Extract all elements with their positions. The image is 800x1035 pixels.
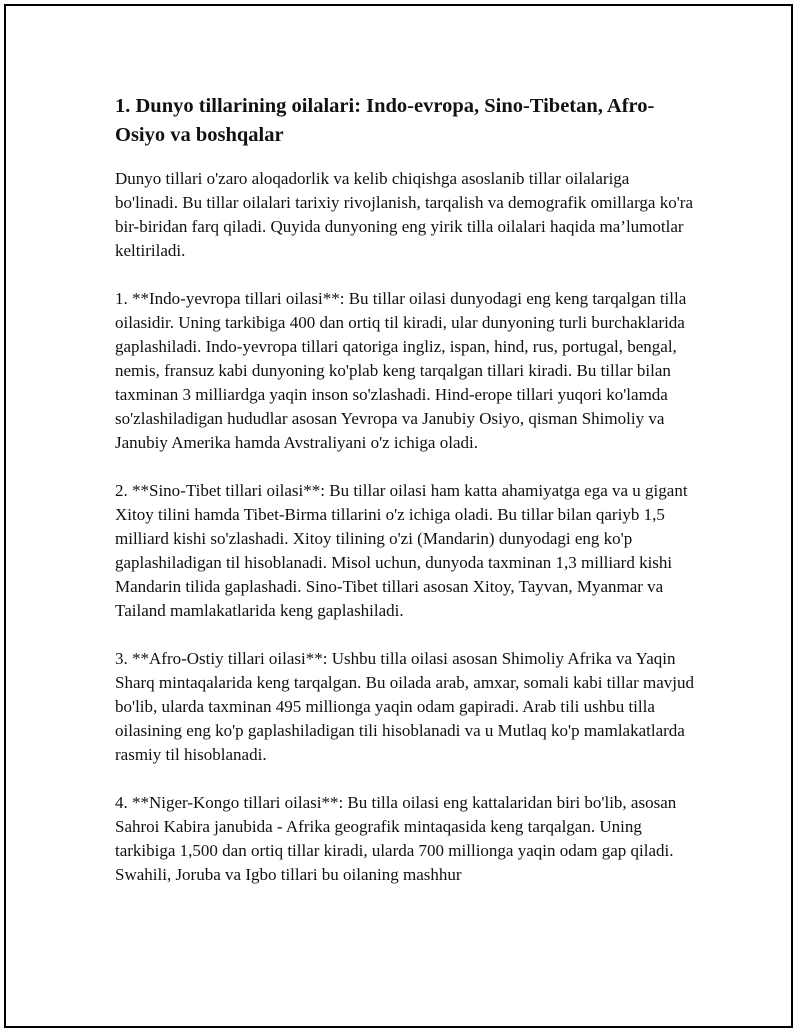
paragraph-afro-asiatic: 3. **Afro-Ostiy tillari oilasi**: Ushbu tilla oilasi asosan Shimoliy Afrika va Yaqin Sharq mintaqalarida keng tarqalgan. Bu oilada arab, amxar, somali kabi tillar mavjud bo'lib, ularda taxminan 495 millionga yaqin odam gapiradi. Arab tili ushbu tilla oilasining eng ko'p gaplashiladigan tili hisoblanadi va u Mutlaq ko'p mamlakatlarda rasmiy til hisoblanadi. <box>115 649 695 764</box>
document-body <box>115 92 695 911</box>
paragraph-sino-tibetan: 2. **Sino-Tibet tillari oilasi**: Bu tillar oilasi ham katta ahamiyatga ega va u gigant Xitoy tilini hamda Tibet-Birma tillarini o'z ichiga oladi. Bu tillar bilan qariyb 1,5 milliard kishi so'zlashadi. Xitoy tilining o'zi (Mandarin) dunyodagi eng ko'p gaplashiladigan til hisoblanadi. Misol uchun, dunyoda taxminan 1,3 milliard kishi Mandarin tilida gaplashadi. Sino-Tibet tillari asosan Xitoy, Tayvan, Myanmar va Tailand mamlakatlarida keng gaplashiladi. <box>115 481 688 620</box>
paragraph-niger-congo: 4. **Niger-Kongo tillari oilasi**: Bu tilla oilasi eng kattalaridan biri bo'lib, asosan Sahroi Kabira janubida - Afrika geografik mintaqasida keng tarqalgan. Uning tarkibiga 1,500 dan ortiq tillar kiradi, ularda 700 millionga yaqin odam gap qiladi. Swahili, Joruba va Igbo tillari bu oilaning mashhur <box>115 793 677 884</box>
intro-paragraph: Dunyo tillari o'zaro aloqadorlik va kelib chiqishga asoslanib tillar oilalariga bo'linadi. Bu tillar oilalari tarixiy rivojlanish, tarqalish va demografik omillarga ko'ra bir-biridan farq qiladi. Quyida dunyoning eng yirik tilla oilalari haqida ma’lumotlar keltiriladi. <box>115 169 693 260</box>
paragraph-indo-european: 1. **Indo-yevropa tillari oilasi**: Bu tillar oilasi dunyodagi eng keng tarqalgan tilla oilasidir. Uning tarkibiga 400 dan ortiq til kiradi, ular dunyoning turli burchaklarida gaplashiladi. Indo-yevropa tillari qatoriga ingliz, ispan, hind, rus, portugal, bengal, nemis, fransuz kabi dunyoning ko'plab keng tarqalgan tillari kiradi. Bu tillar bilan taxminan 3 milliardga yaqin inson so'zlashadi. Hind-erope tillari yuqori ko'lamda so'zlashiladigan hududlar asosan Yevropa va Janubiy Osiyo, qisman Shimoliy va Janubiy Amerika hamda Avstraliyani o'z ichiga oladi. <box>115 289 687 452</box>
section-heading: 1. Dunyo tillarining oilalari: Indo-evropa, Sino-Tibetan, Afro-Osiyo va boshqalar <box>115 95 655 146</box>
